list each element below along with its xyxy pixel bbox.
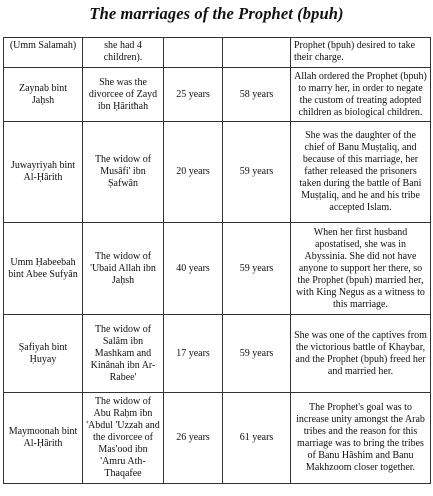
prophet-age-cell: 58 years: [223, 68, 291, 122]
wife-age-cell: 25 years: [164, 68, 223, 122]
prophet-age-cell: 59 years: [223, 223, 291, 315]
status-cell: The widow of 'Ubaid Allah ibn Jaḥsh: [83, 223, 164, 315]
wife-name-cell: Ṣafiyah bint Ḥuyay: [4, 315, 83, 393]
wife-age-cell: 17 years: [164, 315, 223, 393]
wife-name-cell: Zaynab bint Jaḥsh: [4, 68, 83, 122]
wife-age-cell: [164, 38, 223, 68]
wife-name-cell: Umm Ḥabeebah bint Abee Sufyân: [4, 223, 83, 315]
wife-name-cell: (Umm Salamah): [4, 38, 83, 68]
reason-cell: She was one of the captives from the victorious battle of Khaybar, and the Prophet (bpuh) freed her and married her.: [291, 315, 431, 393]
prophet-age-cell: 61 years: [223, 393, 291, 484]
table-row: [4, 315, 431, 393]
reason-cell: When her first husband apostatised, she was in Abyssinia. She did not have anyone to support her there, so the Prophet (bpuh) married her, with King Negus as a witness to this marriage.: [291, 223, 431, 315]
table-row: [4, 223, 431, 315]
status-cell: The widow of Salâm ibn Mashkam and Kinânah ibn Ar-Rabee': [83, 315, 164, 393]
table-row: [4, 68, 431, 122]
prophet-age-cell: [223, 38, 291, 68]
table-row: [4, 393, 431, 484]
status-cell: The widow of Musâfi' ibn Ṣafwân: [83, 122, 164, 223]
status-cell: The widow of Abu Raḥm ibn 'Abdul 'Uzzah and the divorcee of Mas'ood ibn 'Amru Ath-Thaqafee: [83, 393, 164, 484]
table-row: [4, 38, 431, 68]
prophet-age-cell: 59 years: [223, 315, 291, 393]
status-cell: She was the divorcee of Zayd ibn Ḥâritħah: [83, 68, 164, 122]
reason-cell: She was the daughter of the chief of Banu Muṣṭaliq, and because of this marriage, her father released the prisoners taken during the battle of Bani Muṣṭaliq, and he and his tribe accepted Islam.: [291, 122, 431, 223]
reason-cell: Prophet (bpuh) desired to take their charge.: [291, 38, 431, 68]
wife-name-cell: Maymoonah bint Al-Ḥârith: [4, 393, 83, 484]
prophet-age-cell: 59 years: [223, 122, 291, 223]
status-cell: she had 4 children).: [83, 38, 164, 68]
reason-cell: The Prophet's goal was to increase unity amongst the Arab tribes and the reason for this marriage was to bring the tribes of Banu Hâshim and Banu Makhzoom closer together.: [291, 393, 431, 484]
reason-cell: Allah ordered the Prophet (bpuh) to marry her, in order to negate the custom of treating adopted children as biological children.: [291, 68, 431, 122]
wife-age-cell: 40 years: [164, 223, 223, 315]
wife-name-cell: Juwayriyah bint Al-Ḥârith: [4, 122, 83, 223]
wife-age-cell: 26 years: [164, 393, 223, 484]
marriages-table: [3, 37, 431, 484]
wife-age-cell: 20 years: [164, 122, 223, 223]
page-title: The marriages of the Prophet (bpuh): [89, 4, 344, 23]
table-row: [4, 122, 431, 223]
